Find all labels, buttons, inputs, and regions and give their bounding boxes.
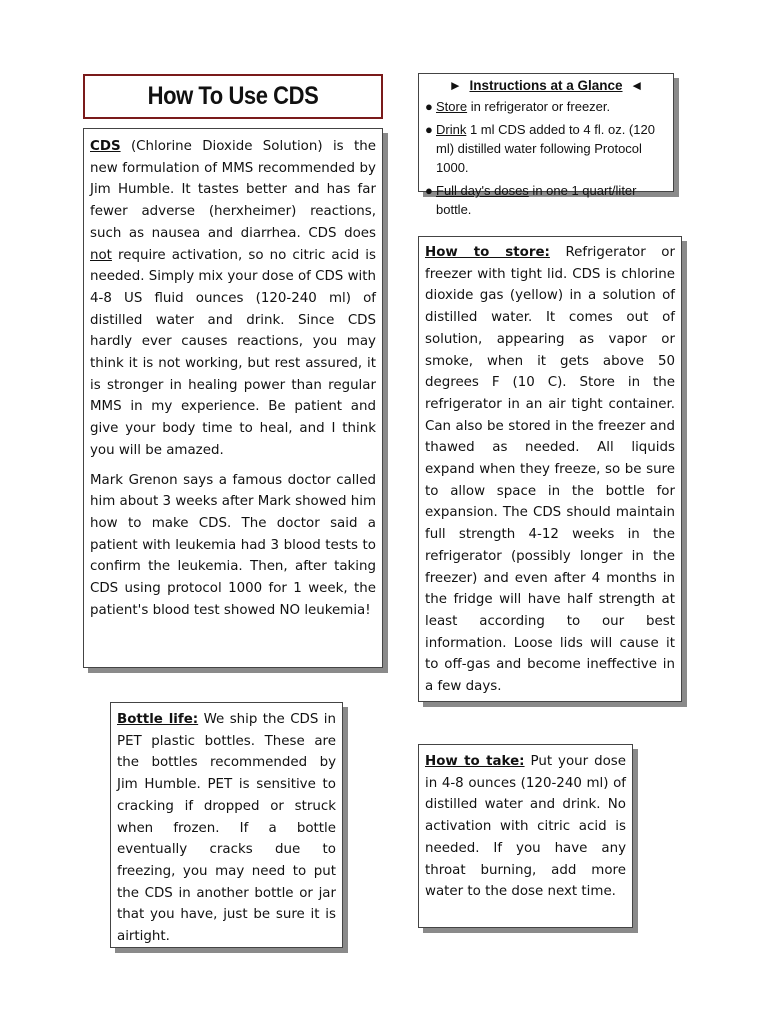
store-label: How to store: xyxy=(425,245,550,260)
bottle-label: Bottle life: xyxy=(117,712,199,727)
glance-item-text: in refrigerator or freezer. xyxy=(467,99,611,114)
glance-item-label: Drink xyxy=(436,122,467,137)
page-title: How To Use CDS xyxy=(147,82,319,110)
how-to-take-box xyxy=(418,744,633,928)
bottle-body: We ship the CDS in PET plastic bottles. These are the bottles recommended by Jim Humble. PET is sensitive to cracking if dropped or struck when frozen. If a bottle eventually cracks due to freezing, you may need to put the CDS in another bottle or jar that you have, just be sure it is airtight. xyxy=(117,712,336,945)
intro-paragraph-2: Mark Grenon says a famous doctor called him about 3 weeks after Mark showed him how to make CDS. The doctor said a patient with leukemia had 3 blood tests to confirm the leukemia. Then, after taking CDS using protocol 1000 for 1 week, the patient's blood test showed NO leukemia! xyxy=(90,472,376,618)
bottle-text xyxy=(117,709,336,948)
glance-item-text: in one 1 quart/liter bottle. xyxy=(436,183,637,217)
glance-item-drink xyxy=(425,120,667,177)
glance-item-label: Full day's doses xyxy=(436,183,529,198)
bullet-icon: ● xyxy=(425,122,433,137)
glance-item-store xyxy=(425,97,667,116)
glance-heading xyxy=(425,78,667,93)
arrow-left-icon: ◄ xyxy=(630,78,644,93)
take-label: How to take: xyxy=(425,754,525,769)
bullet-icon: ● xyxy=(425,183,433,198)
store-text xyxy=(425,242,675,698)
intro-paragraph-1 xyxy=(90,136,376,462)
glance-item-doses xyxy=(425,181,667,219)
bottle-life-box xyxy=(110,702,343,948)
glance-item-text: 1 ml CDS added to 4 fl. oz. (120 ml) distilled water following Protocol 1000. xyxy=(436,122,655,175)
how-to-store-box xyxy=(418,236,682,702)
store-body: Refrigerator or freezer with tight lid. CDS is chlorine dioxide gas (yellow) in a solution of distilled water. It comes out of solution, appearing as vapor or smoke, when it gets above 50 degrees F (10 C). Store in the refrigerator in an air tight container. Can also be stored in the freezer and thawed as needed. All liquids expand when they freeze, so be sure to allow space in the bottle for expansion. The CDS should maintain full strength 4-12 weeks in the refrigerator (possibly longer in the freezer) and even after 4 months in the fridge will have half strength at least according to our best information. Loose lids will cause it to off-gas and become ineffective in a few days. xyxy=(425,245,675,695)
cds-label: CDS xyxy=(90,139,121,154)
intro-text xyxy=(90,136,376,621)
not-emphasis: not xyxy=(90,247,112,263)
title-box xyxy=(83,74,383,119)
take-text xyxy=(425,751,626,903)
arrow-right-icon: ► xyxy=(448,78,462,93)
intro-text-b: require activation, so no citric acid is needed. Simply mix your dose of CDS with 4-8 US fluid ounces (120-240 ml) of distilled water and drink. Since CDS hardly ever causes reactions, you may think it is not working, but rest assured, it is stronger in healing power than regular MMS in my experience. Be patient and give your body time to heal, and I think you will be amazed. xyxy=(90,247,376,458)
bullet-icon: ● xyxy=(425,99,433,114)
take-body: Put your dose in 4-8 ounces (120-240 ml) of distilled water and drink. No activation with citric acid is needed. If you have any throat burning, add more water to the dose next time. xyxy=(425,754,626,900)
glance-box xyxy=(418,73,674,217)
glance-item-label: Store xyxy=(436,99,468,114)
intro-text-a: (Chlorine Dioxide Solution) is the new formulation of MMS recommended by Jim Humble. It tastes better and has far fewer adverse (herxheimer) reactions, such as nausea and diarrhea. CDS does xyxy=(90,139,376,241)
glance-title: Instructions at a Glance xyxy=(469,78,623,93)
intro-box xyxy=(83,128,383,668)
